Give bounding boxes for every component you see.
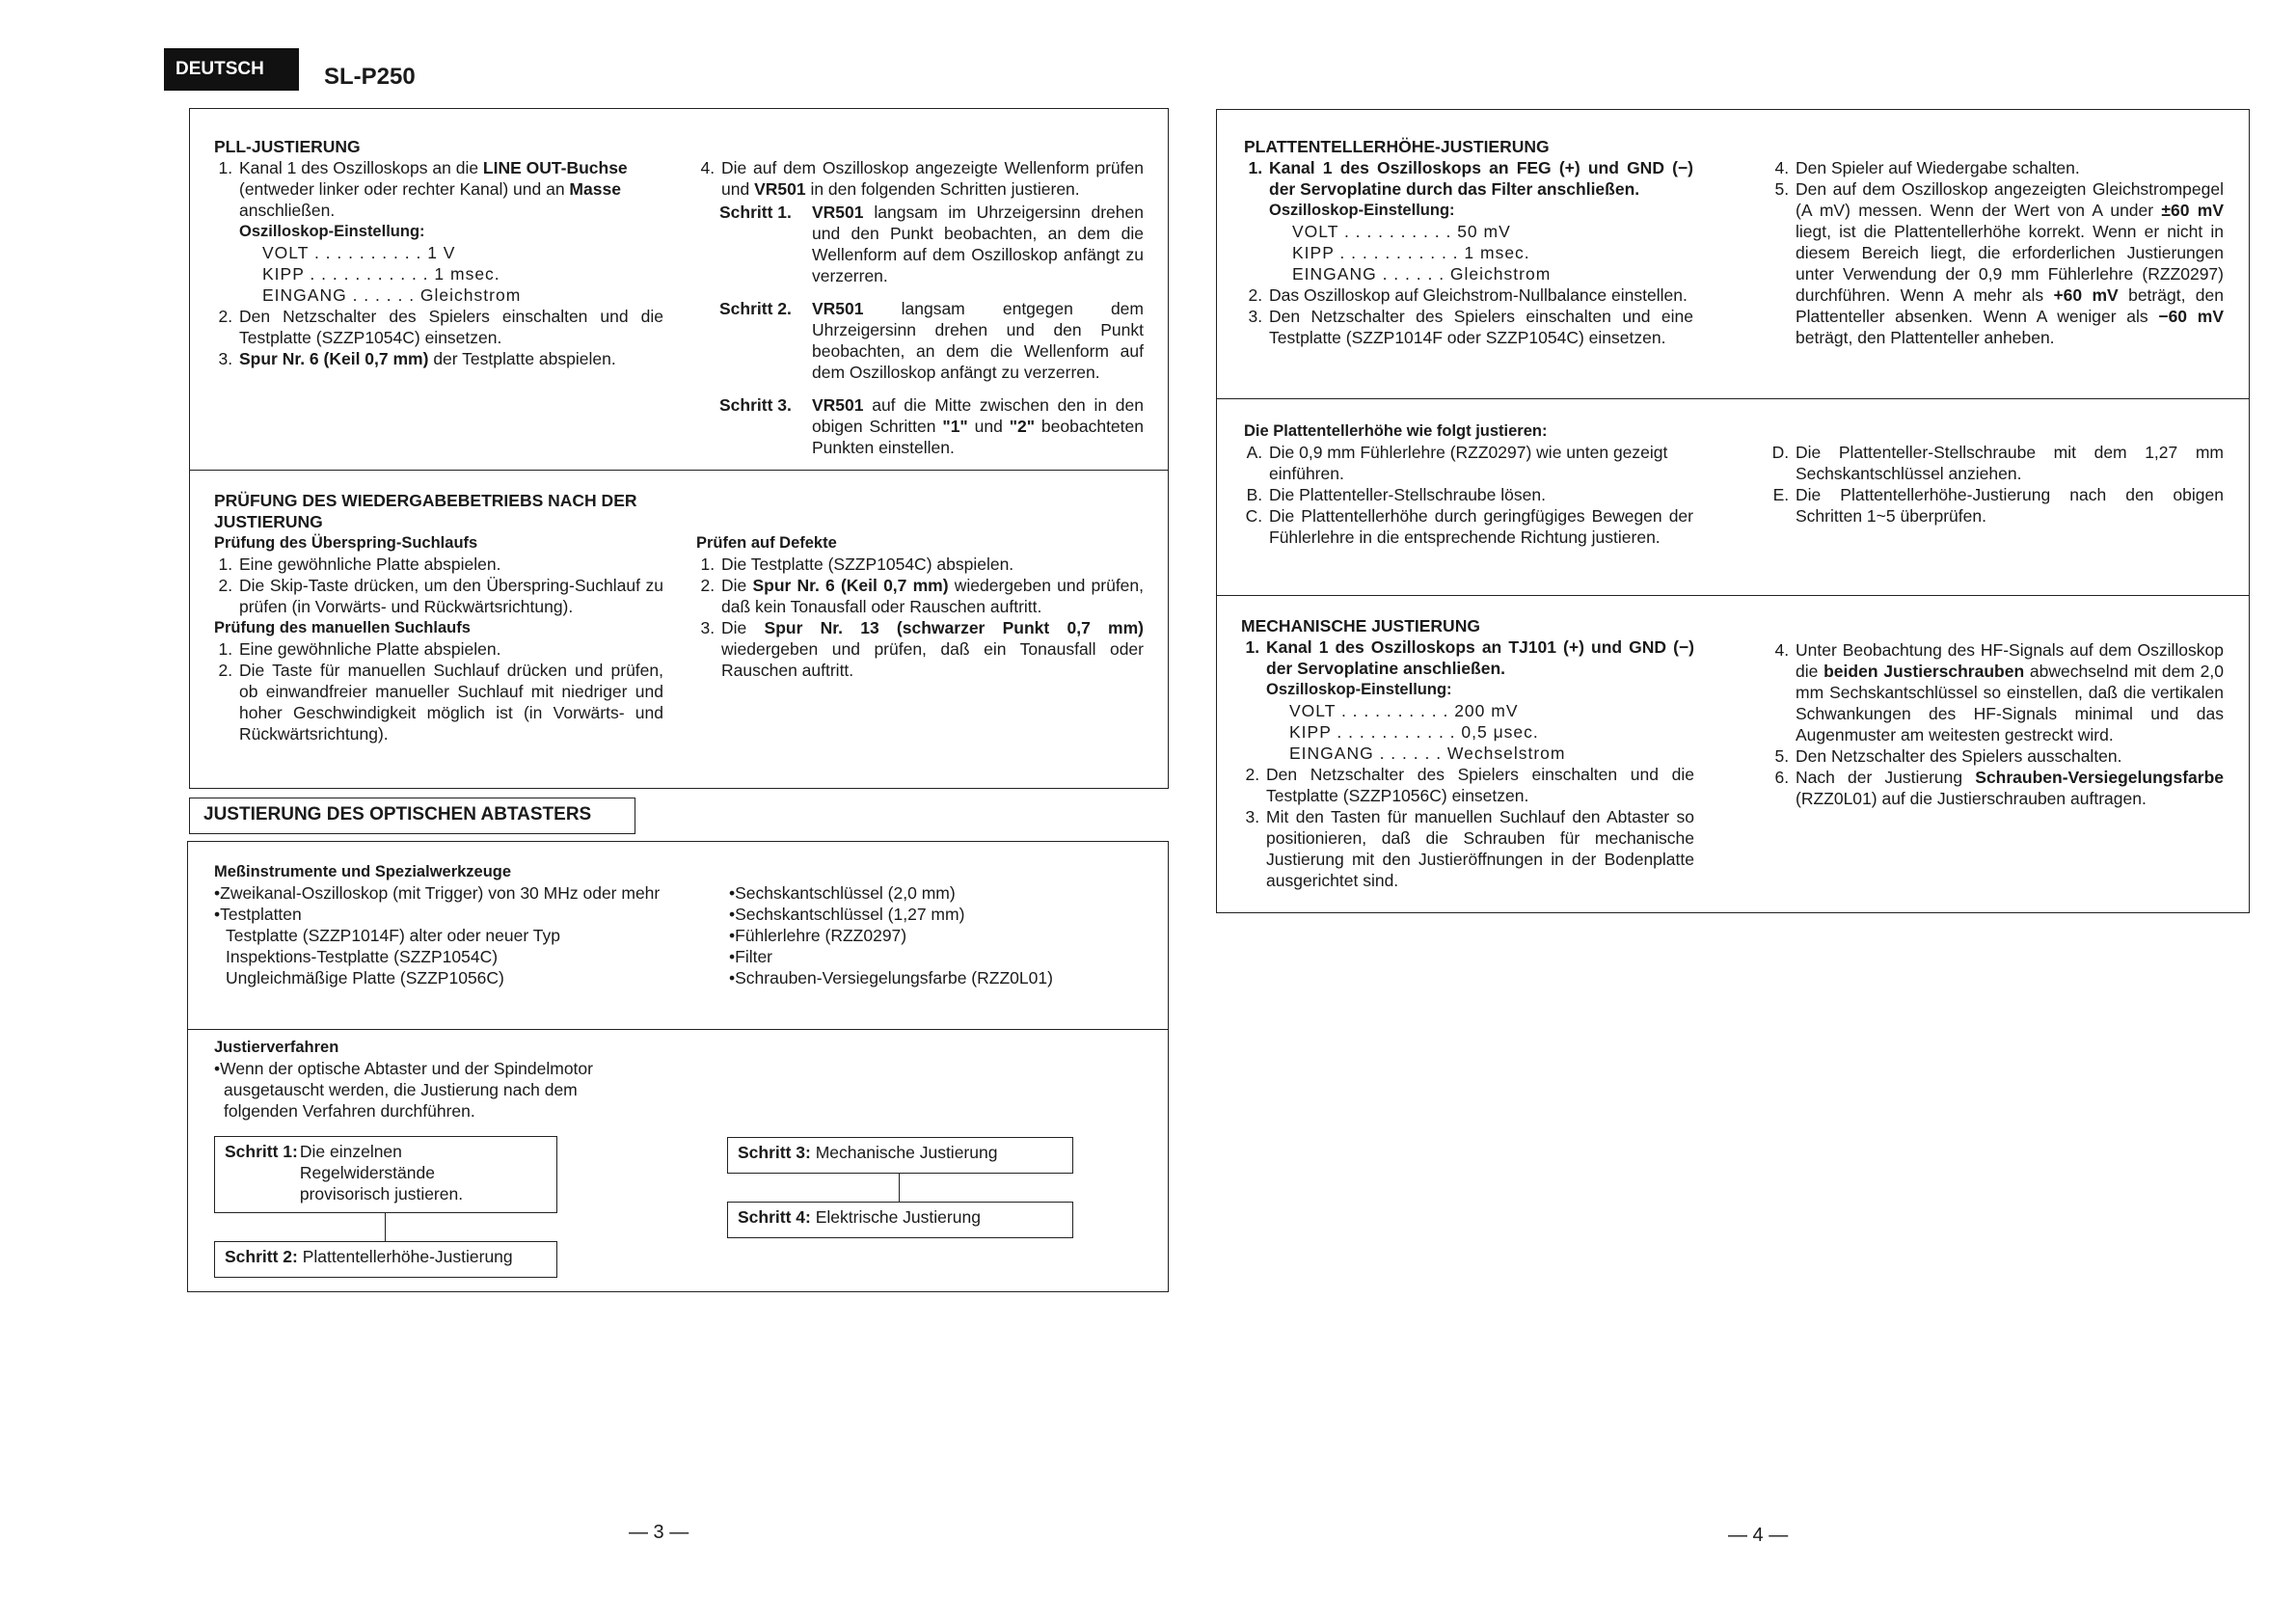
optical-divider: [187, 1029, 1169, 1030]
tools-hex-key-2: •Sechskantschlüssel (2,0 mm): [729, 883, 956, 903]
tools-column-1: [214, 861, 667, 988]
flow-step-1-label: Schritt 1:: [225, 1142, 298, 1161]
pll-osc-volt: VOLT . . . . . . . . . . 1 V: [262, 243, 456, 262]
flow-step-3-text: Mechanische Justierung: [815, 1143, 998, 1162]
platten-title: PLATTENTELLERHÖHE-JUSTIERUNG: [1244, 137, 1550, 156]
platten-osc-volt: VOLT . . . . . . . . . . 50 mV: [1292, 222, 1511, 241]
flow-step-1: [214, 1136, 557, 1213]
flow-step-3-label: Schritt 3:: [738, 1143, 811, 1162]
page-number-right: — 4 —: [1728, 1525, 1789, 1546]
pll-item-3: 3. Spur Nr. 6 (Keil 0,7 mm) der Testplatte abspielen.: [237, 348, 663, 369]
tools-title: Meßinstrumente und Spezialwerkzeuge: [214, 863, 512, 880]
mech-osc-eingang: EINGANG . . . . . . Wechselstrom: [1289, 744, 1566, 763]
flow-step-4-text: Elektrische Justierung: [815, 1207, 981, 1227]
pruefung-column-2: [696, 532, 1144, 681]
platten-item-5: 5. Den auf dem Oszilloskop angezeigten Gleichstrompegel (A mV) messen. Wenn der Wert von A under ±60 mV liegt, ist die Plattentellerhöhe korrekt. Wenn er nicht in diesem Bereich liegt, die erforderlichen Justierungen unter Verwendung der 0,9 mm Fühlerlehre (RZZ0297) durchführen. Wenn A mehr als +60 mV beträgt, den Plattenteller absenken. Wenn A weniger als −60 mV beträgt, den Plattenteller anheben.: [1794, 178, 2224, 348]
hoehe-item-b: B. Die Plattenteller-Stellschraube lösen.: [1267, 484, 1693, 505]
flow-connector-1-2: [385, 1213, 386, 1241]
pll-step-3-label: Schritt 3.: [719, 395, 792, 415]
platten-osc-title: Oszilloskop-Einstellung:: [1269, 202, 1455, 219]
mech-item-4: 4. Unter Beobachtung des HF-Signals auf dem Oszilloskop die beiden Justierschrauben abwechselnd mit dem 2,0 mm Sechskantschlüssel so einstellen, daß die vertikalen Schwankungen des HF-Signals minimal und das Augenmuster am weitesten gestreckt wird.: [1794, 639, 2224, 745]
platten-item-3: 3. Den Netzschalter des Spielers einschalten und eine Testplatte (SZZP1014F oder SZZP1054C) einsetzen.: [1267, 306, 1693, 348]
tools-item-oscilloscope: •Zweikanal-Oszilloskop (mit Trigger) von 30 MHz oder mehr: [214, 883, 661, 903]
pruefung-title-line-2: JUSTIERUNG: [214, 512, 323, 531]
pll-item-2: 2. Den Netzschalter des Spielers einschalten und die Testplatte (SZZP1054C) einsetzen.: [237, 306, 663, 348]
mech-item-6: 6. Nach der Justierung Schrauben-Versiegelungsfarbe (RZZ0L01) auf die Justierschrauben auftragen.: [1794, 767, 2224, 809]
pll-item-1: 1. Kanal 1 des Oszilloskops an die LINE OUT-Buchse (entweder linker oder rechter Kanal) und an Masse anschließen. Oszilloskop-Einstellung: VOLT . . . . . . . . . . 1 V KIPP . . . . . . . . . . . 1 msec. EINGANG . . . . . . Gleichstrom: [237, 157, 663, 306]
procedure-block: [214, 1037, 638, 1122]
pruefung-title-line-1: PRÜFUNG DES WIEDERGABEBETRIEBS NACH DER: [214, 491, 637, 510]
defects-item-2: 2. Die Spur Nr. 6 (Keil 0,7 mm) wiedergeben und prüfen, daß kein Tonausfall oder Rauschen auftritt.: [719, 575, 1144, 617]
flow-step-2-text: Plattentellerhöhe-Justierung: [302, 1247, 513, 1266]
defects-item-1: 1. Die Testplatte (SZZP1054C) abspielen.: [719, 554, 1144, 575]
mech-osc-volt: VOLT . . . . . . . . . . 200 mV: [1289, 701, 1519, 720]
defects-item-3: 3. Die Spur Nr. 13 (schwarzer Punkt 0,7 mm) wiedergeben und prüfen, daß ein Tonausfall oder Rauschen auftritt.: [719, 617, 1144, 681]
mech-column-2: [1770, 639, 2224, 809]
manual-search-item-2: 2. Die Taste für manuellen Suchlauf drücken und prüfen, ob einwandfreier manueller Suchlauf mit niedriger und hoher Geschwindigkeit möglich ist (in Vorwärts- und Rückwärtsrichtung).: [237, 660, 663, 744]
platten-column-2: [1770, 157, 2224, 348]
skip-check-item-1: 1. Eine gewöhnliche Platte abspielen.: [237, 554, 663, 575]
pll-osc-kipp: KIPP . . . . . . . . . . . 1 msec.: [262, 264, 500, 284]
right-divider-1: [1216, 398, 2250, 399]
pll-step-1-label: Schritt 1.: [719, 203, 792, 222]
model-name: SL-P250: [324, 64, 416, 90]
skip-check-item-2: 2. Die Skip-Taste drücken, um den Überspring-Suchlauf zu prüfen (in Vorwärts- und Rückwärtsrichtung).: [237, 575, 663, 617]
mech-item-3: 3. Mit den Tasten für manuellen Suchlauf den Abtaster so positionieren, daß die Schrauben für mechanische Justierung mit den Justieröffnungen in der Bodenplatte ausgerichtet sind.: [1264, 806, 1694, 891]
optical-section-title-box: JUSTIERUNG DES OPTISCHEN ABTASTERS: [189, 798, 635, 834]
hoehe-item-c: C. Die Plattentellerhöhe durch geringfügiges Bewegen der Fühlerlehre in die entsprechende Richtung justieren.: [1267, 505, 1693, 548]
platten-osc-kipp: KIPP . . . . . . . . . . . 1 msec.: [1292, 243, 1530, 262]
pll-step-1-text: VR501 langsam im Uhrzeigersinn drehen und den Punkt beobachten, an dem die Wellenform auf dem Oszilloskop anfängt zu verzerren.: [812, 203, 1144, 285]
hoehe-column-2: [1770, 442, 2224, 527]
procedure-text: •Wenn der optische Abtaster und der Spindelmotor ausgetauscht werden, die Justierung nach dem folgenden Verfahren durchführen.: [214, 1059, 593, 1121]
defects-title: Prüfen auf Defekte: [696, 534, 837, 552]
tools-testplatte-1: Testplatte (SZZP1014F) alter oder neuer Typ: [226, 926, 560, 945]
platten-item-1: 1. Kanal 1 des Oszilloskops an FEG (+) und GND (−) der Servoplatine durch das Filter anschließen. Oszilloskop-Einstellung: VOLT . . . . . . . . . . 50 mV KIPP . . . . . . . . . . . 1 msec. EINGANG . . . . . . Gleichstrom: [1267, 157, 1693, 284]
procedure-title: Justierverfahren: [214, 1039, 339, 1056]
platten-column-1: [1244, 136, 1693, 348]
tools-filter: •Filter: [729, 947, 773, 966]
pll-title: PLL-JUSTIERUNG: [214, 137, 361, 156]
hoehe-title: Die Plattentellerhöhe wie folgt justieren:: [1244, 422, 1548, 440]
tools-testplatte-2: Inspektions-Testplatte (SZZP1054C): [226, 947, 499, 966]
pll-divider: [189, 470, 1169, 471]
mech-item-5: 5. Den Netzschalter des Spielers ausschalten.: [1794, 745, 2224, 767]
pll-osc-eingang: EINGANG . . . . . . Gleichstrom: [262, 285, 522, 305]
language-tag: DEUTSCH: [164, 48, 299, 91]
pll-step-3-text: VR501 auf die Mitte zwischen den in den obigen Schritten "1" und "2" beobachteten Punkten einstellen.: [812, 395, 1144, 457]
platten-item-4: 4. Den Spieler auf Wiedergabe schalten.: [1794, 157, 2224, 178]
pll-item-4: 4. Die auf dem Oszilloskop angezeigte Wellenform prüfen und VR501 in den folgenden Schritten justieren.: [719, 157, 1144, 200]
hoehe-column-1: [1244, 420, 1693, 548]
pll-osc-title: Oszilloskop-Einstellung:: [239, 223, 425, 240]
mech-item-2: 2. Den Netzschalter des Spielers einschalten und die Testplatte (SZZP1056C) einsetzen.: [1264, 764, 1694, 806]
mech-item-1: 1. Kanal 1 des Oszilloskops an TJ101 (+) und GND (−) der Servoplatine anschließen. Oszilloskop-Einstellung: VOLT . . . . . . . . . . 200 mV KIPP . . . . . . . . . . . 0,5 μsec. EINGANG . . . . . . Wechselstrom: [1264, 636, 1694, 764]
tools-feeler-gauge: •Fühlerlehre (RZZ0297): [729, 926, 907, 945]
manual-search-item-1: 1. Eine gewöhnliche Platte abspielen.: [237, 638, 663, 660]
hoehe-item-e: E. Die Plattentellerhöhe-Justierung nach den obigen Schritten 1~5 überprüfen.: [1794, 484, 2224, 527]
tools-hex-key-127: •Sechskantschlüssel (1,27 mm): [729, 905, 965, 924]
pll-column-1: [214, 136, 663, 369]
flow-step-4-label: Schritt 4:: [738, 1207, 811, 1227]
tools-column-2: [729, 882, 1153, 988]
tools-testplatte-3: Ungleichmäßige Platte (SZZP1056C): [226, 968, 504, 987]
flow-step-2-label: Schritt 2:: [225, 1247, 298, 1266]
flow-step-1-text: Die einzelnen Regelwiderstände provisorisch justieren.: [299, 1142, 464, 1204]
tools-item-testplatten: •Testplatten: [214, 905, 302, 924]
hoehe-item-a: A. Die 0,9 mm Fühlerlehre (RZZ0297) wie unten gezeigt einführen.: [1267, 442, 1693, 484]
skip-check-title: Prüfung des Überspring-Suchlaufs: [214, 534, 478, 552]
manual-search-title: Prüfung des manuellen Suchlaufs: [214, 619, 471, 636]
page-number-left: — 3 —: [629, 1522, 689, 1543]
mech-title: MECHANISCHE JUSTIERUNG: [1241, 616, 1480, 636]
pll-step-2-label: Schritt 2.: [719, 299, 792, 318]
flow-step-2: [214, 1241, 557, 1278]
mech-osc-kipp: KIPP . . . . . . . . . . . 0,5 μsec.: [1289, 722, 1539, 742]
platten-osc-eingang: EINGANG . . . . . . Gleichstrom: [1292, 264, 1552, 284]
flow-step-4: [727, 1202, 1073, 1238]
pll-steps: [719, 202, 1144, 458]
platten-item-2: 2. Das Oszilloskop auf Gleichstrom-Nullbalance einstellen.: [1267, 284, 1693, 306]
flow-step-3: [727, 1137, 1073, 1174]
mech-osc-title: Oszilloskop-Einstellung:: [1266, 681, 1452, 698]
right-divider-2: [1216, 595, 2250, 596]
mech-column-1: [1241, 615, 1694, 891]
tools-sealing-paint: •Schrauben-Versiegelungsfarbe (RZZ0L01): [729, 968, 1053, 987]
pll-step-2-text: VR501 langsam entgegen dem Uhrzeigersinn drehen und den Punkt beobachten, an dem die Wellenform auf dem Oszilloskop anfängt zu verzerren.: [812, 299, 1144, 382]
pll-column-2: [696, 157, 1144, 458]
hoehe-item-d: D. Die Plattenteller-Stellschraube mit dem 1,27 mm Sechskantschlüssel anziehen.: [1794, 442, 2224, 484]
pruefung-column-1: [214, 490, 663, 744]
flow-connector-3-4: [899, 1174, 900, 1202]
